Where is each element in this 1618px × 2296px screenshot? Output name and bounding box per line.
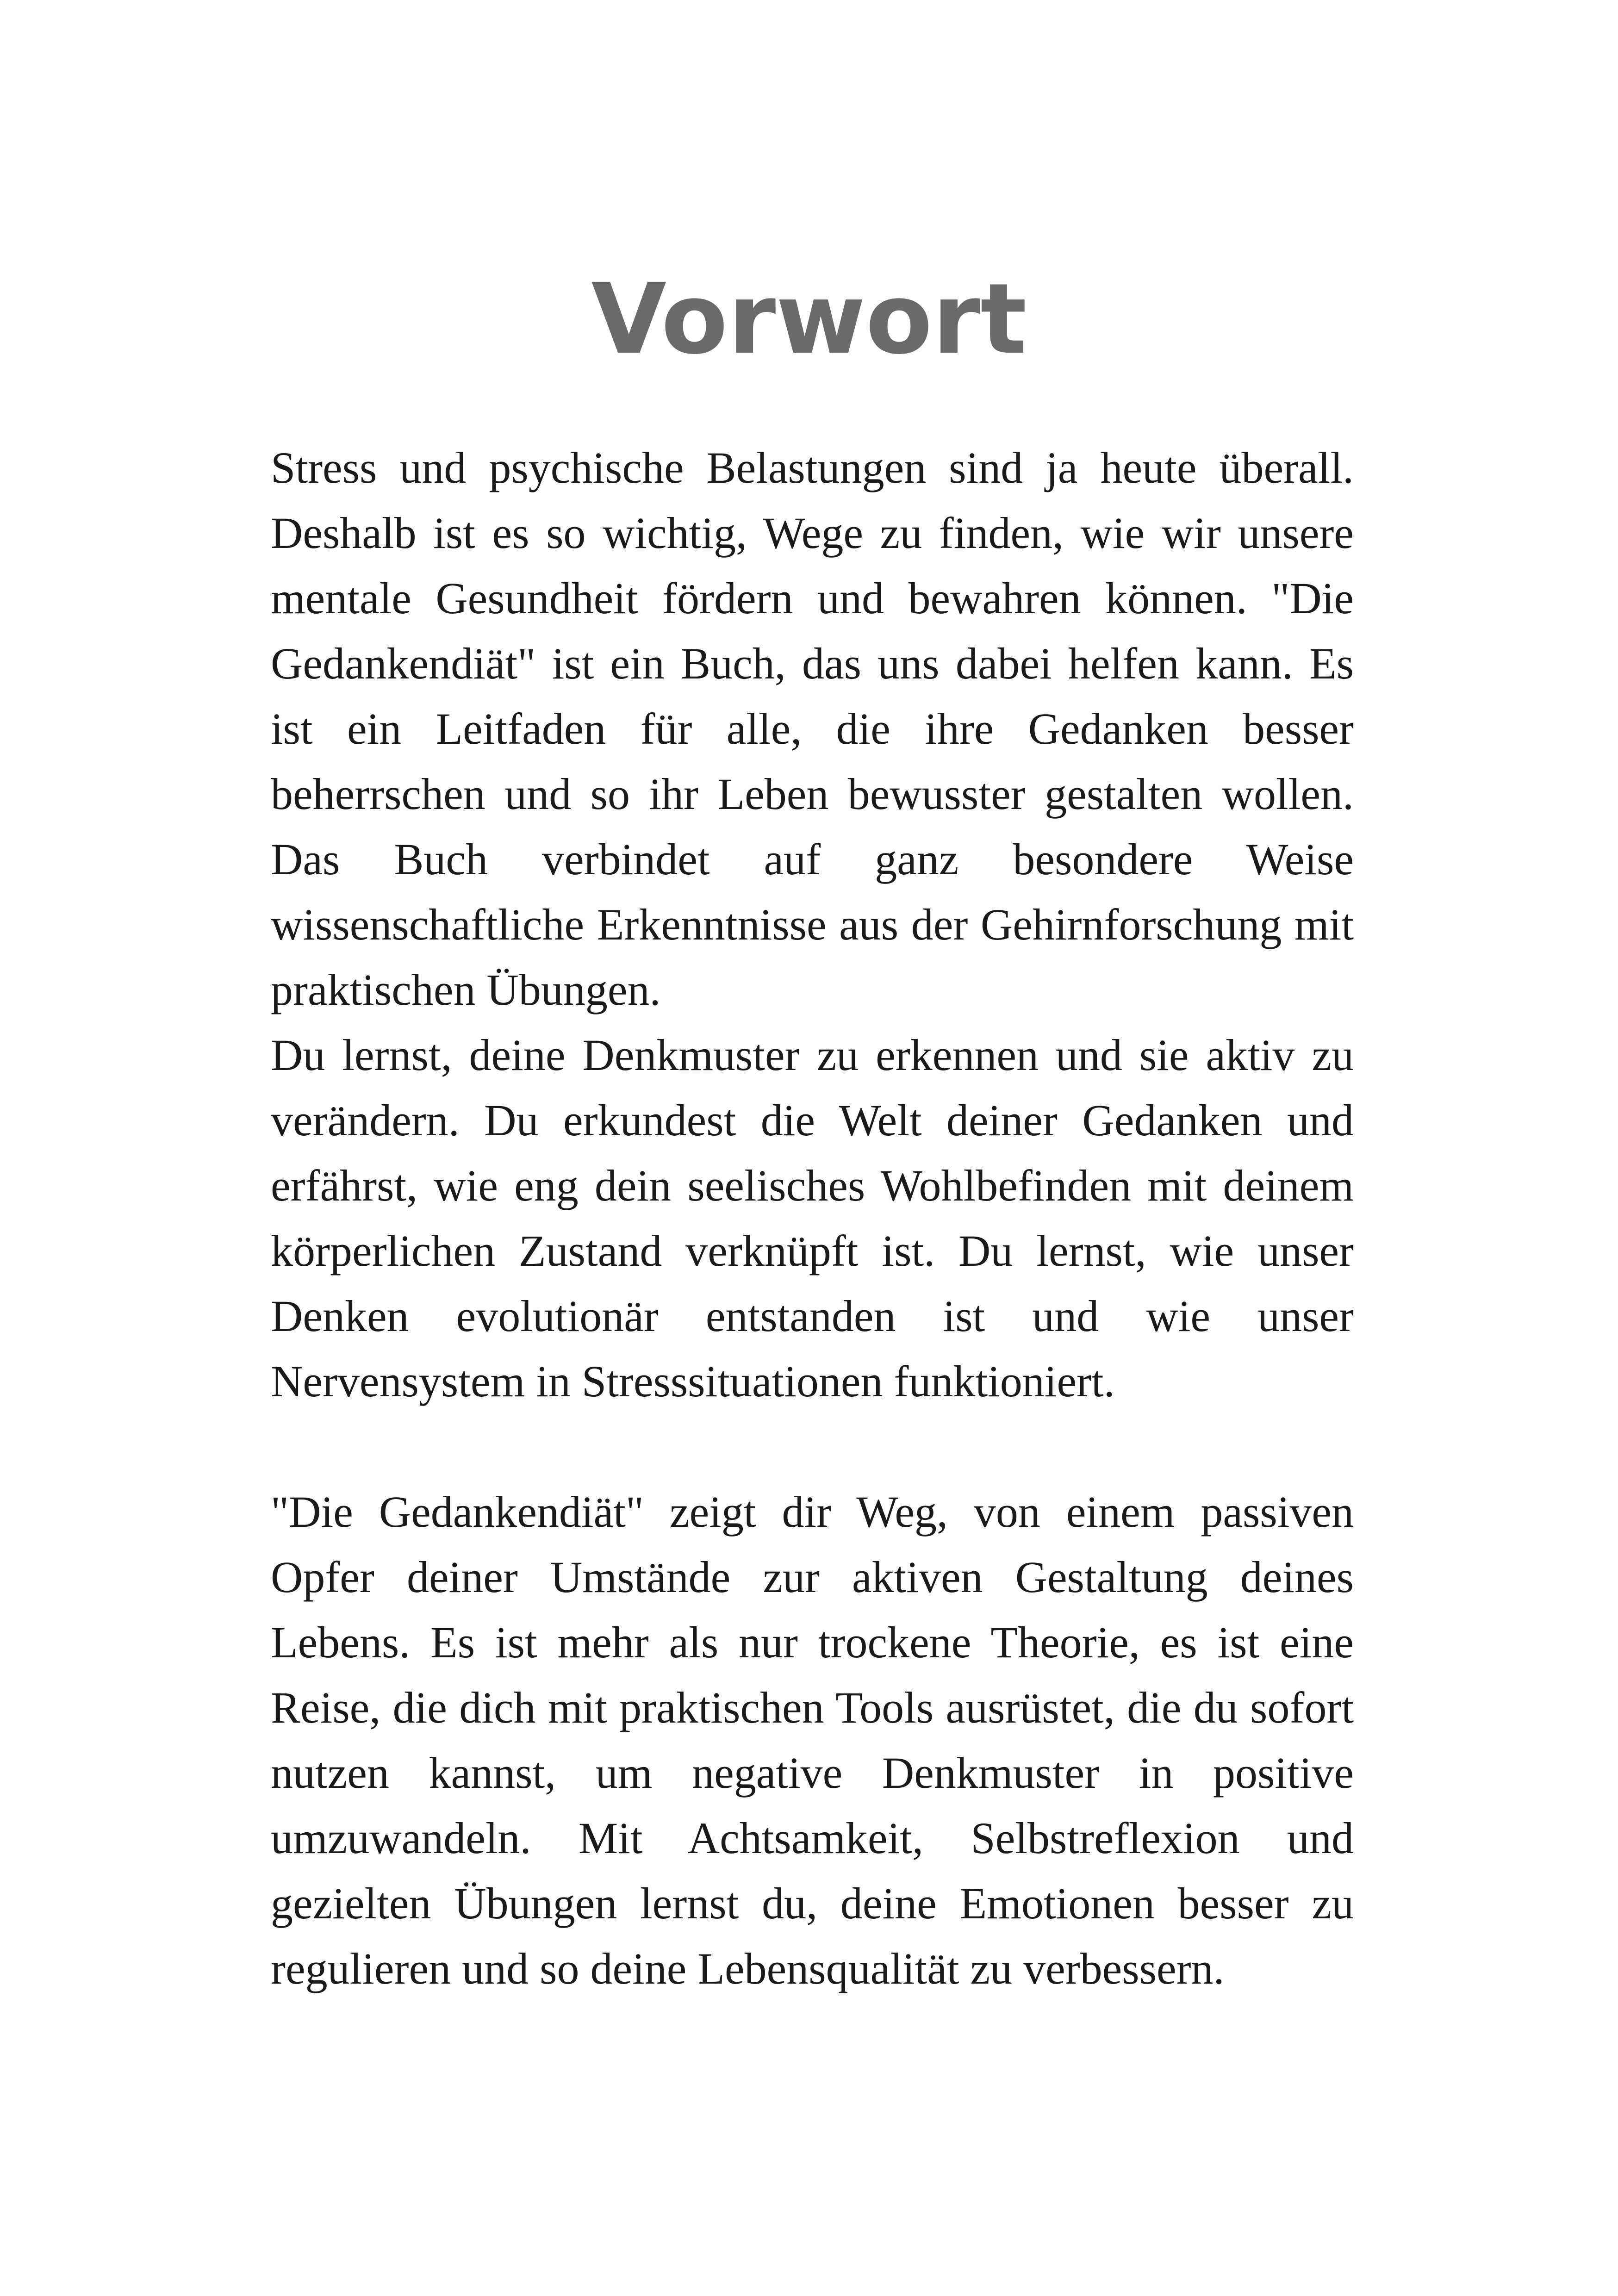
- page-title: Vorwort: [591, 262, 1027, 376]
- paragraph-1: Stress und psychische Belastungen sind ja heute überall. Deshalb ist es so wichtig, Wege zu finden, wie wir unsere mentale Gesundheit fördern und bewahren können. "Die Gedankendiät" ist ein Buch, das uns dabei helfen kann. Es ist ein Leitfaden für alle, die ihre Gedanken besser beherrschen und so ihr Leben bewusster gestalten wollen. Das Buch verbindet auf ganz besondere Weise wissenschaftliche Erkenntnisse aus der Gehirnforschung mit praktischen Übungen.: [271, 443, 1354, 1014]
- body-text: [271, 435, 1354, 2001]
- paragraph-2: Du lernst, deine Denkmuster zu erkennen und sie aktiv zu verändern. Du erkundest die Welt deiner Gedanken und erfährst, wie eng dein seelisches Wohlbefinden mit deinem körperlichen Zustand verknüpft ist. Du lernst, wie unser Denken evolutionär entstanden ist und wie unser Nervensystem in Stresssituationen funktioniert.: [271, 1030, 1354, 1406]
- paragraph-3: "Die Gedankendiät" zeigt dir Weg, von einem passiven Opfer deiner Umstände zur aktiven Gestaltung deines Lebens. Es ist mehr als nur trockene Theorie, es ist eine Reise, die dich mit praktischen Tools ausrüstet, die du sofort nutzen kannst, um negative Denkmuster in positive umzuwandeln. Mit Achtsamkeit, Selbstreflexion und gezielten Übungen lernst du, deine Emotionen besser zu regulieren und so deine Lebensqualität zu verbessern.: [271, 1487, 1354, 1993]
- paragraph-spacer: [271, 1414, 1354, 1479]
